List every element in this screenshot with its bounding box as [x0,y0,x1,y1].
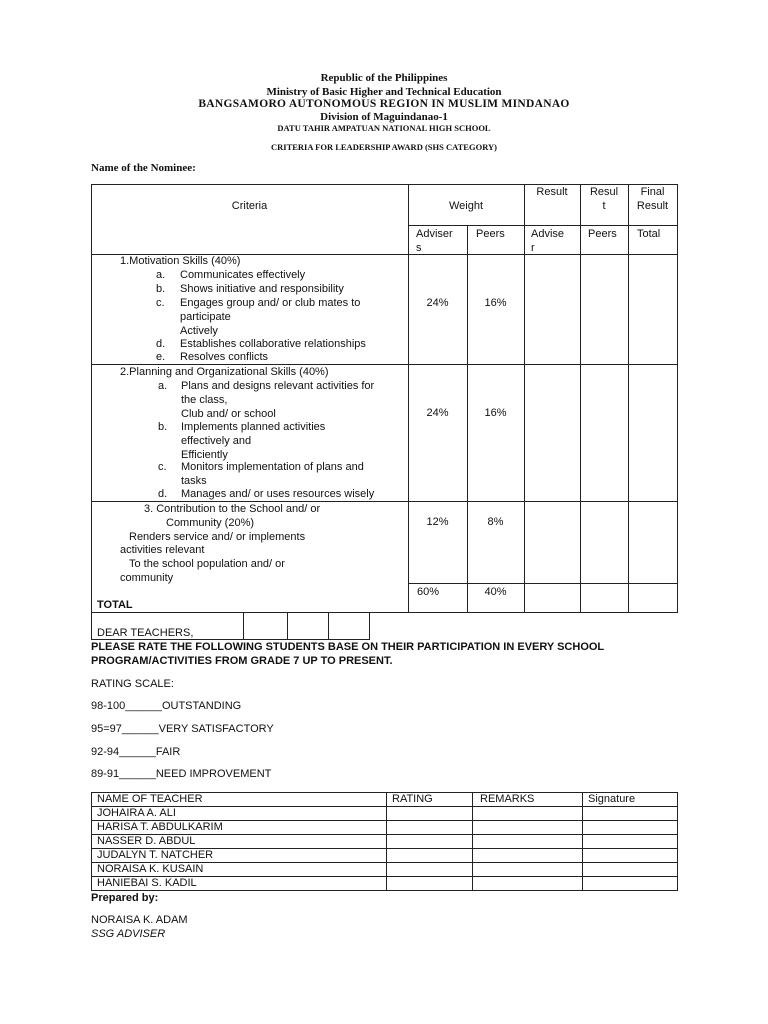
header-total: Total [637,228,661,240]
header-final-result [628,185,677,213]
header-region: BANGSAMORO AUTONOMOUS REGION IN MUSLIM MINDANAO [198,98,570,110]
table-row: JOHAIRA A. ALI [97,807,176,819]
header-result: Result [536,186,568,198]
section-1-item-e: Resolves conflicts [180,351,269,363]
header-adviser-line1: Advise [531,228,565,240]
section-1-item-c-line3: Actively [180,325,218,337]
preparer-title: SSG ADVISER [91,928,166,940]
header-result-2-line1: Resul [589,186,619,198]
teacher-header-rating: RATING [392,793,433,805]
section-2-item-b [181,420,325,462]
section-3-line4: activities relevant [120,544,205,556]
section-3-line3: Renders service and/ or implements [129,531,306,543]
section-2-item-a-line2: the class, [181,394,228,406]
section-1-peers-weight: 16% [484,297,507,309]
section-2-item-a-line3: Club and/ or school [181,408,276,420]
table-row: NORAISA K. KUSAIN [97,863,204,875]
header-advisers-line1: Adviser [416,228,453,240]
header-criteria-title: CRITERIA FOR LEADERSHIP AWARD (SHS CATEGORY) [270,142,497,152]
teacher-header-signature: Signature [588,793,636,805]
header-division: Division of Maguindanao-1 [320,111,448,123]
section-2-peers-weight: 16% [484,407,507,419]
section-1-item-e-marker: e. [156,351,166,363]
section-2-item-a-line1: Plans and designs relevant activities for [181,380,375,392]
section-2-item-b-line1: Implements planned activities [181,421,326,433]
section-3-line1: 3. Contribution to the School and/ or [144,503,321,515]
section-1-item-c [180,296,360,338]
rating-scale-need-improvement: 89-91______NEED IMPROVEMENT [91,768,272,780]
header-republic: Republic of the Philippines [320,72,448,84]
header-result-2 [580,185,628,213]
rating-scale-outstanding: 98-100______OUTSTANDING [91,700,242,712]
header-peers: Peers [476,228,505,240]
section-2-item-c-line1: Monitors implementation of plans and [181,461,364,473]
header-ministry: Ministry of Basic Higher and Technical Education [266,86,502,98]
section-1-item-c-line2: participate [180,311,231,323]
header-criteria: Criteria [231,200,268,212]
section-2-item-b-line2: effectively and [181,435,252,447]
section-1-item-a: Communicates effectively [180,269,306,281]
dear-teachers: DEAR TEACHERS, [97,627,194,639]
rating-scale-very-satisfactory: 95=97______VERY SATISFACTORY [91,723,274,735]
header-final-line1: Final [640,186,665,198]
prepared-by-label: Prepared by: [91,892,159,904]
nominee-label: Name of the Nominee: [91,162,196,174]
section-2-item-d: Manages and/ or uses resources wisely [181,488,375,500]
total-peers-weight: 40% [484,586,507,598]
section-2-item-d-marker: d. [158,488,168,500]
header-advisers [416,227,466,255]
header-adviser-line2: r [531,242,535,254]
section-1-title: 1.Motivation Skills (40%) [120,255,241,267]
table-row: HARISA T. ABDULKARIM [97,821,223,833]
preparer-name: NORAISA K. ADAM [91,914,188,926]
table-row: NASSER D. ABDUL [97,835,196,847]
section-3-line6: community [120,572,174,584]
header-adviser [531,227,579,255]
section-3-adviser-weight: 12% [426,516,449,528]
section-1-item-b-marker: b. [156,283,166,295]
section-2-item-c-marker: c. [158,461,167,473]
section-2-item-b-marker: b. [158,421,168,433]
rating-scale-fair: 92-94______FAIR [91,746,181,758]
table-row: JUDALYN T. NATCHER [97,849,214,861]
table-row: HANIEBAI S. KADIL [97,877,197,889]
section-3-line2: Community (20%) [166,517,255,529]
header-school: DATU TAHIR AMPATUAN NATIONAL HIGH SCHOOL [277,123,491,133]
section-2-adviser-weight: 24% [426,407,449,419]
section-1-item-d: Establishes collaborative relationships [180,338,366,350]
instruction-line-2: PROGRAM/ACTIVITIES FROM GRADE 7 UP TO PRESENT. [91,655,393,667]
teacher-header-name: NAME OF TEACHER [97,793,203,805]
section-1-item-c-line1: Engages group and/ or club mates to [180,297,361,309]
total-label: TOTAL [97,599,133,611]
header-result-2-line2: t [602,200,606,212]
section-1-adviser-weight: 24% [426,297,449,309]
section-2-item-a-marker: a. [158,380,168,392]
section-2-title: 2.Planning and Organizational Skills (40%) [120,366,329,378]
section-1-item-d-marker: d. [156,338,166,350]
header-advisers-line2: s [416,242,422,254]
section-1-item-c-marker: c. [156,297,165,309]
header-final-line2: Result [636,200,669,212]
section-3-peers-weight: 8% [487,516,504,528]
section-2-item-b-line3: Efficiently [181,449,228,461]
section-2-item-c-line2: tasks [181,475,207,487]
header-peers-result: Peers [588,228,617,240]
instruction-line-1: PLEASE RATE THE FOLLOWING STUDENTS BASE ON THEIR PARTICIPATION IN EVERY SCHOOL [91,641,605,653]
teacher-header-remarks: REMARKS [480,793,535,805]
section-1-item-b: Shows initiative and responsibility [180,283,344,295]
section-2-item-a [181,379,374,421]
section-1-item-a-marker: a. [156,269,166,281]
total-adviser-weight: 60% [416,586,440,598]
section-3-line5: To the school population and/ or [129,558,285,570]
rating-scale-label: RATING SCALE: [91,678,174,690]
section-2-item-c [181,460,364,488]
header-weight: Weight [448,200,484,212]
